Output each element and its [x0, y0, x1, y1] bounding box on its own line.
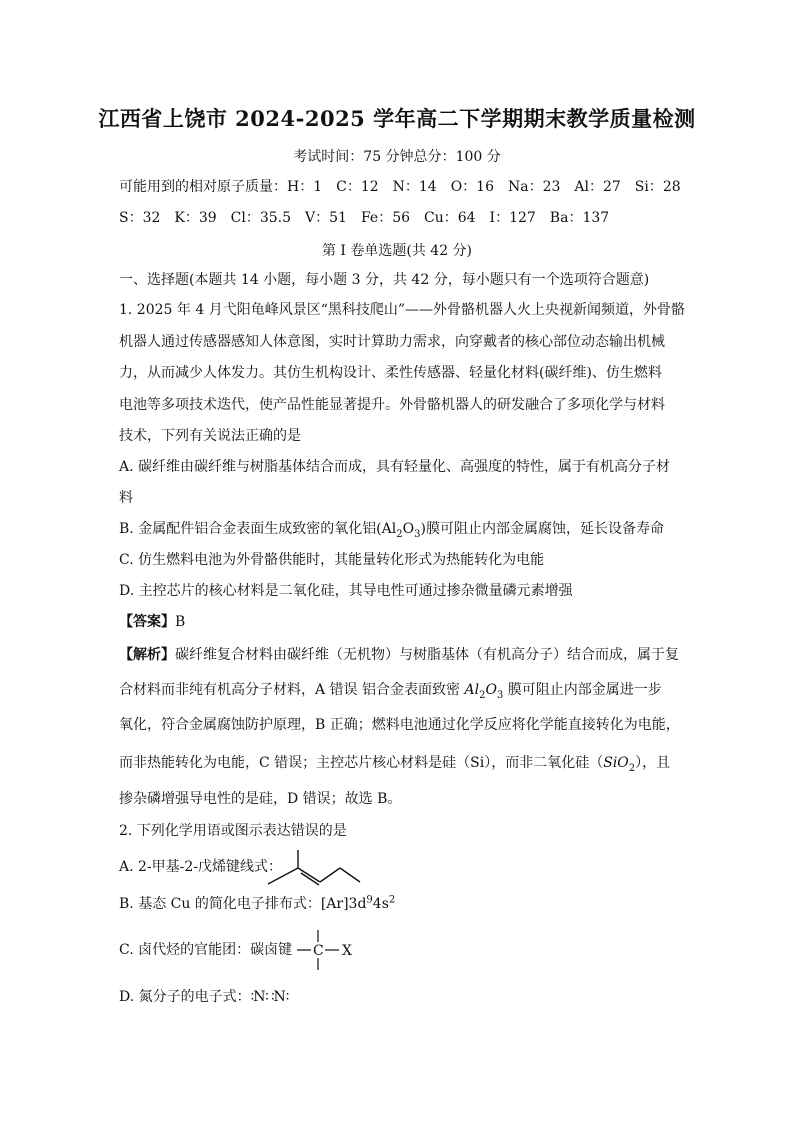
q1-stem-line-5: 技术，下列有关说法正确的是: [119, 428, 301, 444]
analysis-text-1: 碳纤维复合材料由碳纤维（无机物）与树脂基体（有机高分子）结合而成，属于复: [175, 647, 679, 663]
q1-stem-line-3: 力，从而减少人体发力。其仿生机构设计、柔性传感器、轻量化材料(碳纤维)、仿生燃料: [119, 365, 662, 381]
q2-option-d-text: D. 氮分子的电子式：: [119, 989, 251, 1005]
formula-o: O: [485, 682, 497, 698]
q1-analysis-line-3: 氧化，符合金属腐蚀防护原理，B 正确；燃料电池通过化学反应将化学能直接转化为电能，: [119, 717, 680, 733]
lone-pair-left-icon: ∶: [250, 989, 254, 1005]
q1-option-c: C. 仿生燃料电池为外骨骼供能时，其能量转化形式为热能转化为电能: [119, 552, 545, 568]
superscript-2: 2: [388, 894, 396, 906]
answer-label: 【答案】: [119, 614, 175, 630]
q2-option-b-mid: 4s: [372, 896, 389, 912]
halogen-label: X: [342, 943, 352, 959]
q1-analysis-line-4: [119, 754, 670, 772]
q1-answer: [119, 613, 185, 631]
q1-option-d: D. 主控芯片的核心材料是二氧化硅，其导电性可通过掺杂微量磷元素增强: [119, 583, 573, 599]
q1-stem-line-2: 机器人通过传感器感知人体意图，实时计算助力需求，向穿戴者的核心部位动态输出机械: [119, 334, 665, 350]
triple-bond-dots-icon: ∷: [265, 989, 274, 1005]
subscript-3: 3: [414, 528, 421, 540]
atomic-mass-line-2: S：32 K：39 Cl：35.5 V：51 Fe：56 Cu：64 I：127 Ba：137: [119, 210, 610, 226]
skeletal-formula-icon: [268, 848, 368, 888]
q1-option-b-mid: O: [402, 521, 415, 537]
atomic-mass-line-1: 可能用到的相对原子质量：H：1 C：12 N：14 O：16 Na：23 Al：27 Si：28: [119, 179, 681, 195]
analysis-text-4-post: ），且: [635, 755, 671, 771]
carbon-halogen-bond-icon: [295, 928, 365, 972]
subscript-2: 2: [479, 689, 486, 701]
nitrogen-atom-1: N: [253, 989, 266, 1005]
part-title: 一、选择题(本题共 14 小题，每小题 3 分，共 42 分，每小题只有一个选项符合题意): [119, 272, 650, 288]
answer-value: B: [175, 614, 186, 630]
q2-stem: 2. 下列化学用语或图示表达错误的是: [119, 823, 347, 839]
q2-option-c-text: C. 卤代烃的官能团：碳卤键: [119, 942, 293, 958]
q1-option-a-line-2: 料: [119, 490, 133, 506]
q1-option-a-line-1: A. 碳纤维由碳纤维与树脂基体结合而成，具有轻量化、高强度的特性，属于有机高分子材: [119, 459, 671, 475]
section-title: 第 I 卷单选题(共 42 分): [321, 243, 473, 259]
q2-option-a: A. 2-甲基-2-戊烯键线式：: [119, 859, 283, 875]
q1-stem-line-4: 电池等多项技术迭代，使产品性能显著提升。外骨骼机器人的研发融合了多项化学与材料: [119, 397, 665, 413]
q1-analysis-line-1: [119, 646, 679, 664]
q2-option-b-pre: B. 基态 Cu 的简化电子排布式：[Ar]3d: [119, 896, 367, 912]
q1-stem-line-1: 1. 2025 年 4 月弋阳龟峰风景区“黑科技爬山”——外骨骼机器人火上央视新闻频道，外骨骼: [119, 302, 686, 318]
analysis-label: 【解析】: [119, 647, 175, 663]
lone-pair-right-icon: ∶: [285, 989, 289, 1005]
carbon-label: C: [313, 943, 324, 959]
page-title: 江西省上饶市 2024-2025 学年高二下学期期末教学质量检测: [98, 106, 696, 131]
q1-option-b-pre: B. 金属配件铝合金表面生成致密的氧化铝(Al: [119, 521, 397, 537]
q1-analysis-line-2: [119, 681, 662, 699]
analysis-text-2-pre: 合材料而非纯有机高分子材料，A 错误 铝合金表面致密: [119, 682, 465, 698]
q1-option-b: [119, 520, 664, 538]
subscript-3: 3: [496, 689, 504, 701]
superscript-9: 9: [366, 894, 373, 906]
q1-option-b-post: )膜可阻止内部金属腐蚀，延长设备寿命: [420, 521, 664, 537]
analysis-text-2-post: 膜可阻止内部金属进一步: [503, 682, 662, 698]
q2-option-d: [119, 988, 288, 1006]
q2-option-c: [119, 941, 292, 959]
q2-option-b: [119, 895, 395, 913]
exam-info: 考试时间：75 分钟总分：100 分: [293, 149, 501, 165]
analysis-text-4-pre: 而非热能转化为电能，C 错误；主控芯片核心材料是硅（Si），而非二氧化硅（: [119, 755, 604, 771]
subscript-2: 2: [628, 762, 636, 774]
q1-analysis-line-5: 掺杂磷增强导电性的是硅，D 错误；故选 B。: [119, 791, 402, 807]
formula-al: Al: [464, 682, 480, 698]
formula-sio: SiO: [603, 755, 629, 771]
subscript-2: 2: [396, 528, 403, 540]
nitrogen-atom-2: N: [273, 989, 286, 1005]
